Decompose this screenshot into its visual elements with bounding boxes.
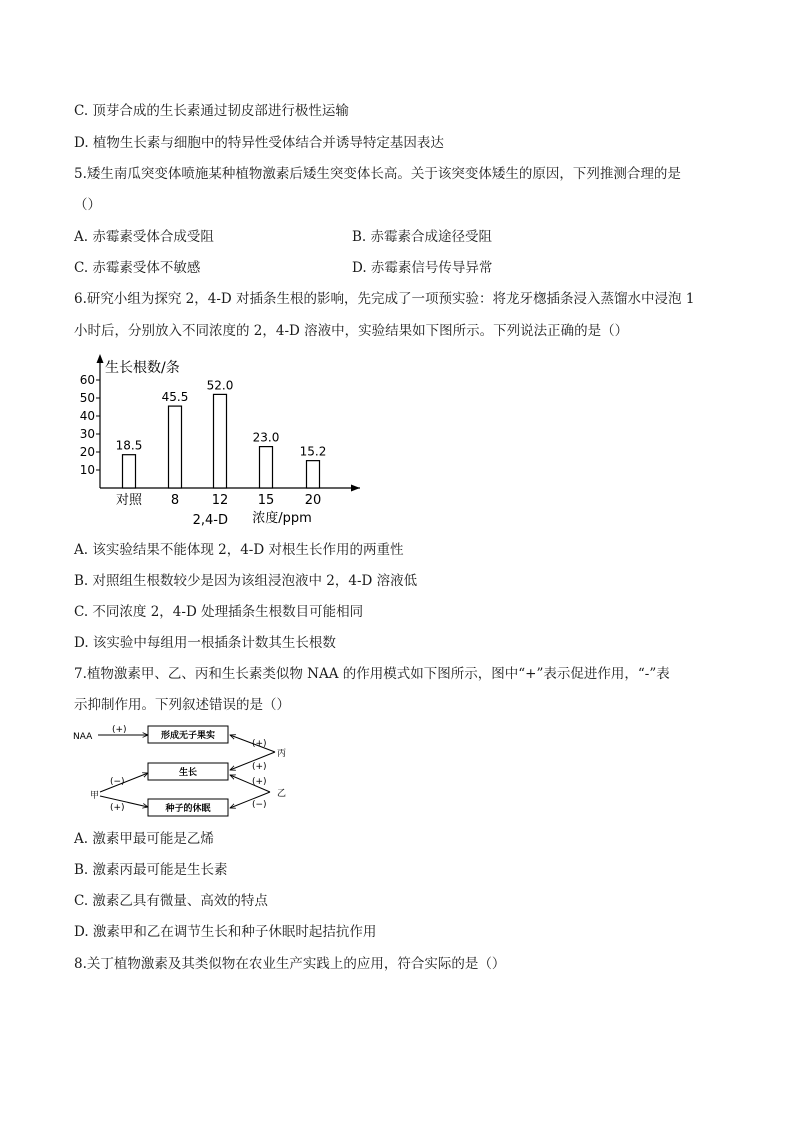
bar [214, 394, 227, 488]
q6-option-a: A. 该实验结果不能体现 2，4-D 对根生长作用的两重性 [74, 542, 404, 558]
q5-option-c: C. 赤霉素受体不敏感 [74, 260, 201, 276]
root-count-bar-chart [70, 350, 370, 530]
sign-jia-growth: (−) [110, 777, 125, 787]
box3-label: 种子的休眠 [165, 804, 211, 814]
x-axis-title-prefix: 2,4-D [192, 513, 228, 528]
bar [169, 406, 182, 488]
label-yi: 乙 [277, 789, 287, 799]
x-tick-label: 8 [170, 493, 180, 508]
box2-label: 生长 [178, 768, 198, 778]
sign-bing-fruit: (+) [252, 739, 267, 749]
x-axis-title: 浓度/ppm [252, 511, 312, 526]
q5-option-d: D. 赤霉素信号传导异常 [352, 260, 493, 276]
x-tick-label: 对照 [115, 493, 143, 508]
label-bing: 丙 [277, 749, 287, 759]
q7-option-b: B. 激素丙最可能是生长素 [74, 862, 228, 878]
y-tick-label: 20 [79, 445, 95, 459]
x-tick-label: 20 [304, 493, 322, 508]
q6-stem-line1: 6.研究小组为探究 2，4-D 对插条生根的影响，先完成了一项预实验：将龙牙楤插条浸入蒸馏水中浸泡 1 [74, 291, 695, 307]
q5-stem-line2: （） [74, 197, 101, 213]
q4-option-d: D. 植物生长素与细胞中的特异性受体结合并诱导特定基因表达 [74, 135, 444, 151]
x-tick-label: 12 [211, 493, 229, 508]
y-tick-label: 40 [79, 409, 95, 423]
label-jia: 甲 [90, 791, 100, 801]
x-tick-label: 15 [257, 493, 275, 508]
q7-stem-line2: 示抑制作用。下列叙述错误的是（） [74, 697, 290, 713]
bar-value-label: 52.0 [206, 378, 234, 393]
bar-value-label: 15.2 [299, 444, 327, 459]
sign-yi-dormancy: (−) [252, 800, 267, 810]
y-tick-label: 60 [79, 373, 95, 387]
q6-option-c: C. 不同浓度 2，4-D 处理插条生根数目可能相同 [74, 604, 364, 620]
y-tick-label: 10 [79, 463, 95, 477]
sign-naa-fruit: (+) [112, 725, 127, 735]
y-tick-label: 30 [79, 427, 95, 441]
y-tick-label: 50 [79, 391, 95, 405]
q5-option-b: B. 赤霉素合成途径受阻 [352, 229, 493, 245]
sign-yi-growth: (+) [252, 777, 267, 787]
bar [307, 461, 320, 488]
bar [260, 447, 273, 488]
q5-stem-line1: 5.矮生南瓜突变体喷施某种植物激素后矮生突变体长高。关于该突变体矮生的原因，下列推测合理的是 [74, 166, 681, 182]
q4-option-c: C. 顶芽合成的生长素通过韧皮部进行极性运输 [74, 103, 349, 119]
q6-option-b: B. 对照组生根数较少是因为该组浸泡液中 2，4-D 溶液低 [74, 573, 418, 589]
bar-value-label: 18.5 [115, 438, 143, 453]
bar-value-label: 45.5 [161, 390, 189, 405]
q6-stem-line2: 小时后，分别放入不同浓度的 2，4-D 溶液中，实验结果如下图所示。下列说法正确的是（） [74, 323, 629, 339]
q7-option-c: C. 激素乙具有微量、高效的特点 [74, 893, 268, 909]
y-axis-arrowhead [97, 354, 104, 363]
y-axis-title: 生长根数/条 [105, 360, 180, 376]
q8-stem-line1: 8.关丁植物激素及其类似物在农业生产实践上的应用，符合实际的是（） [74, 956, 506, 972]
q7-stem-line1: 7.植物激素甲、乙、丙和生长素类似物 NAA 的作用模式如下图所示，图中“+”表示促进作用，“-”表 [74, 666, 670, 682]
bar [123, 455, 136, 488]
q7-option-d: D. 激素甲和乙在调节生长和种子休眠时起拮抗作用 [74, 924, 377, 940]
sign-jia-dormancy: (+) [110, 803, 125, 813]
q7-option-a: A. 激素甲最可能是乙烯 [74, 831, 214, 847]
q6-option-d: D. 该实验中每组用一根插条计数其生长根数 [74, 635, 336, 651]
box1-label: 形成无子果实 [160, 731, 216, 741]
x-axis-arrowhead [351, 485, 360, 492]
label-naa: NAA [73, 732, 93, 742]
hormone-action-diagram [70, 722, 290, 822]
sign-bing-growth: (+) [252, 762, 267, 772]
q5-option-a: A. 赤霉素受体合成受阻 [74, 229, 214, 245]
bar-value-label: 23.0 [252, 430, 280, 445]
